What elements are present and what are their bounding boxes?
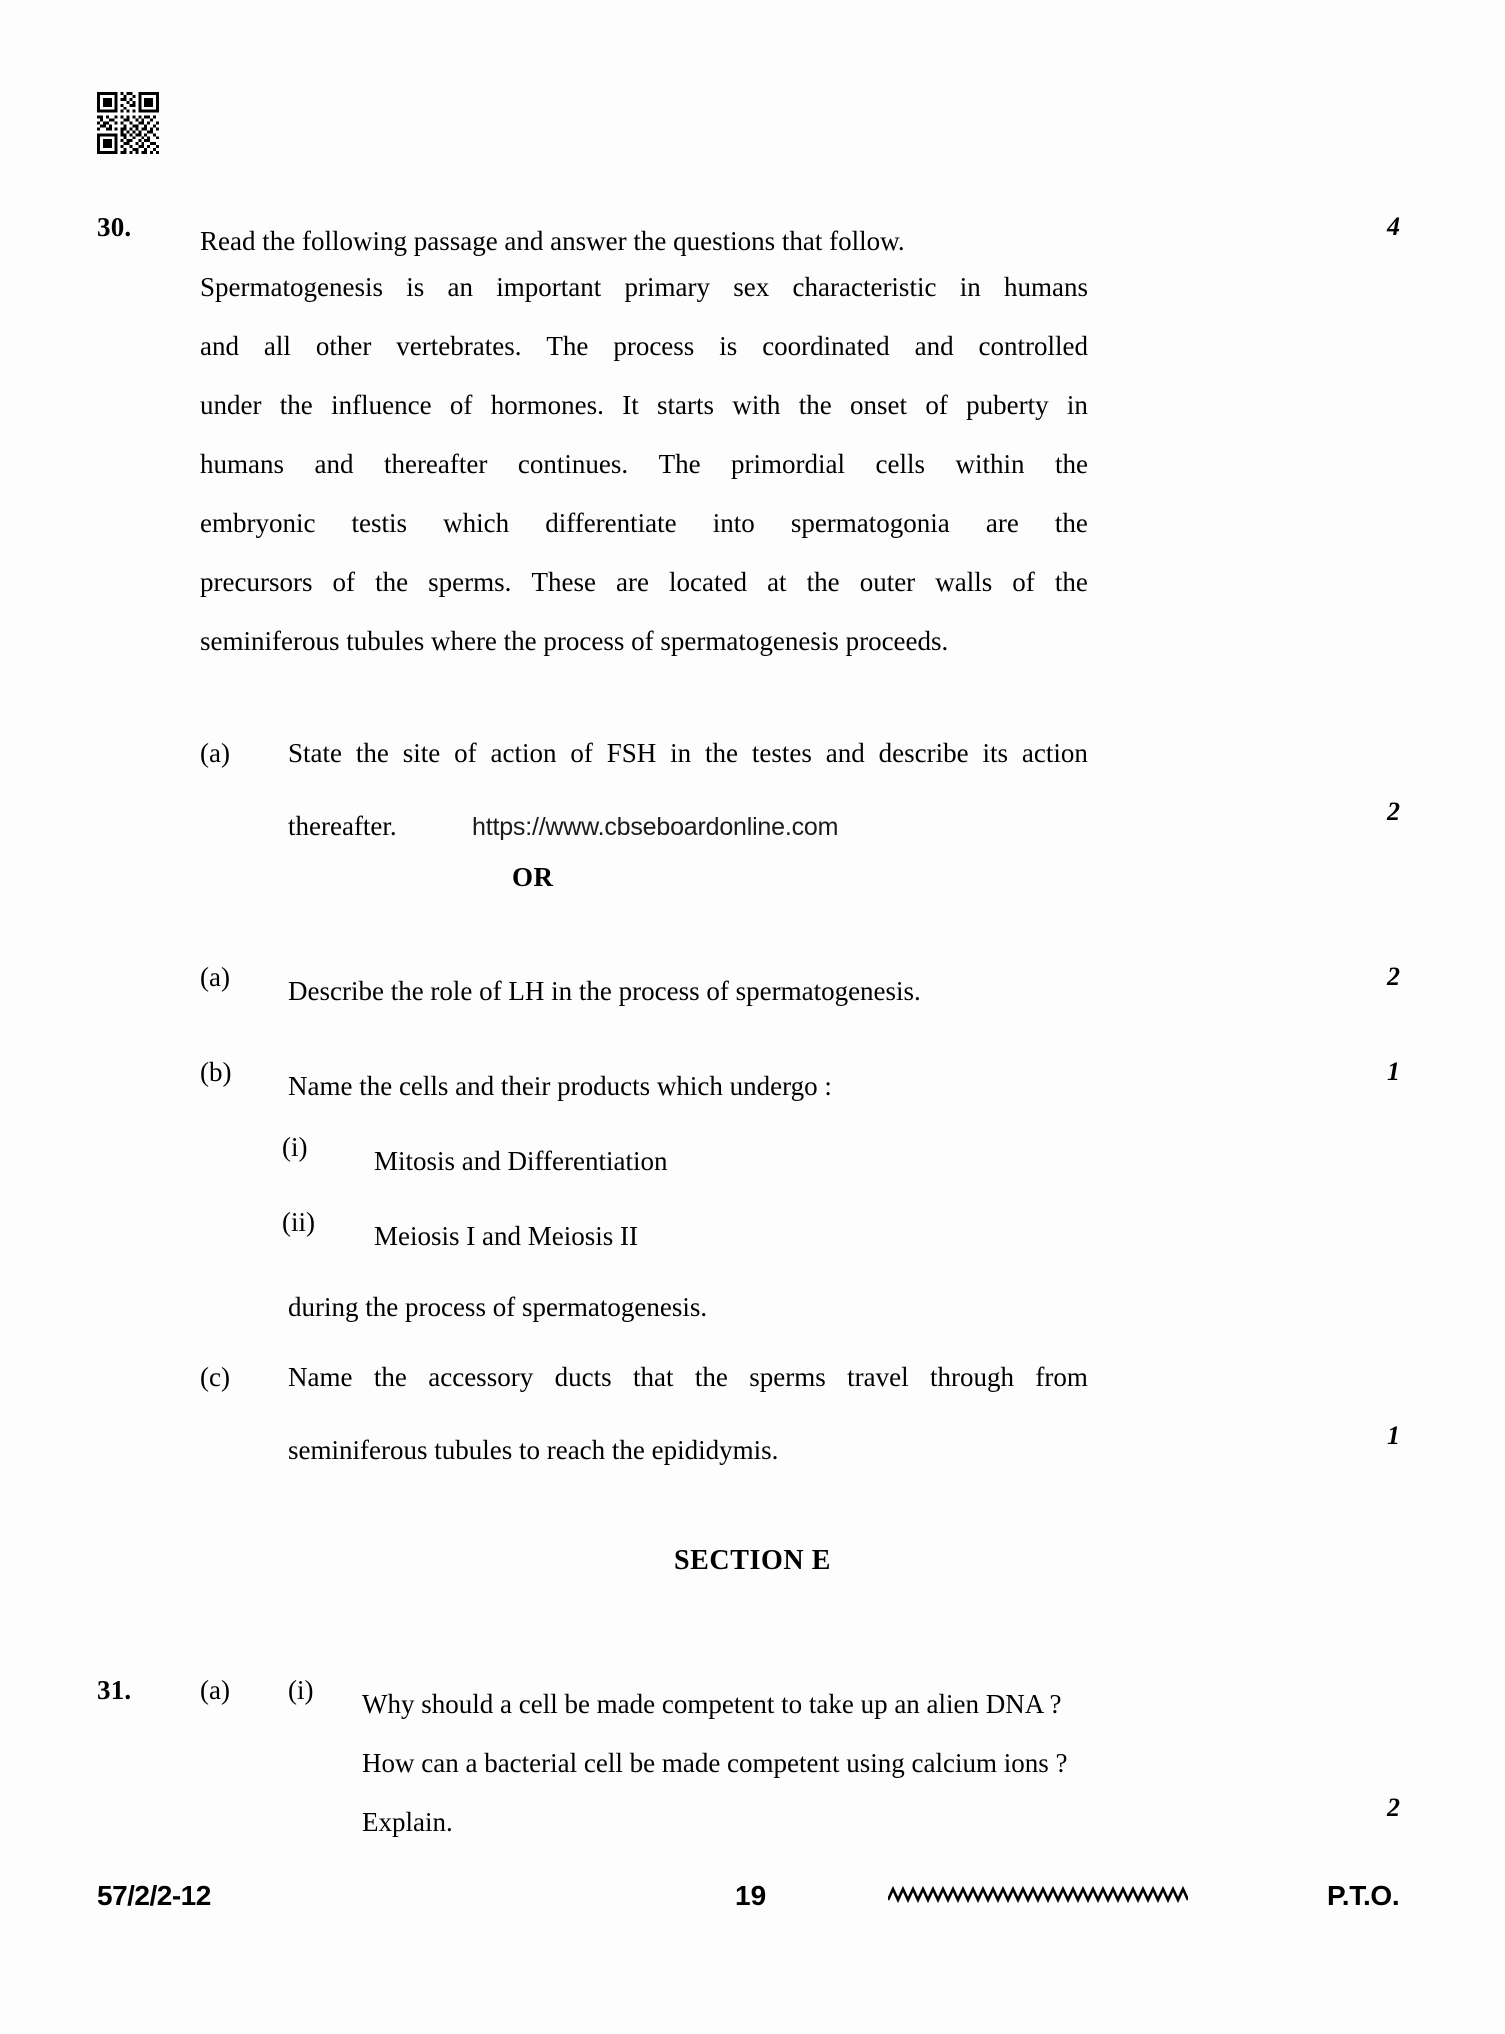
part-c-line-1: Name the accessory ducts that the sperms travel through from	[288, 1362, 1088, 1392]
passage-line-7: seminiferous tubules where the process of spermatogenesis proceeds.	[200, 626, 949, 656]
footer-page-number: 19	[735, 1880, 767, 1911]
part-a2-label: (a)	[200, 962, 230, 992]
qr-code-icon	[97, 92, 159, 154]
part-b-text: Name the cells and their products which undergo :	[288, 1071, 832, 1101]
part-b-sub-i-label: (i)	[282, 1132, 308, 1162]
part-b-sub-ii-label: (ii)	[282, 1207, 315, 1237]
part-a1-marks: 2	[1387, 797, 1400, 826]
part-b-marks: 1	[1387, 1057, 1400, 1086]
watermark-url: https://www.cbseboardonline.com	[472, 813, 839, 841]
part-a2-text: Describe the role of LH in the process of spermatogenesis.	[288, 976, 921, 1006]
question-31-number: 31.	[97, 1675, 132, 1705]
part-b-sub-ii-text: Meiosis I and Meiosis II	[374, 1221, 638, 1251]
question-30-marks: 4	[1387, 212, 1400, 241]
part-b-sub-i-text: Mitosis and Differentiation	[374, 1146, 668, 1176]
question-31-line-1: Why should a cell be made competent to take up an alien DNA ?	[362, 1689, 1062, 1719]
passage-line-6: precursors of the sperms. These are located at the outer walls of the	[200, 567, 1088, 597]
or-divider: OR	[512, 862, 554, 892]
part-b-closing: during the process of spermatogenesis.	[288, 1292, 708, 1322]
passage-line-3: under the influence of hormones. It starts with the onset of puberty in	[200, 390, 1088, 420]
part-c-marks: 1	[1387, 1421, 1400, 1450]
footer-pto: P.T.O.	[1327, 1880, 1400, 1911]
footer-paper-code: 57/2/2-12	[97, 1880, 211, 1911]
question-31-part-label: (a)	[200, 1675, 230, 1705]
part-b-label: (b)	[200, 1057, 232, 1087]
passage-line-4: humans and thereafter continues. The primordial cells within the	[200, 449, 1088, 479]
question-30-number: 30.	[97, 212, 132, 242]
part-a2-marks: 2	[1387, 962, 1400, 991]
question-31-marks: 2	[1387, 1793, 1400, 1822]
question-31-line-2: How can a bacterial cell be made competent using calcium ions ?	[362, 1748, 1068, 1778]
section-e-heading: SECTION E	[673, 1545, 832, 1576]
passage-line-1: Spermatogenesis is an important primary sex characteristic in humans	[200, 272, 1088, 302]
part-c-label: (c)	[200, 1362, 230, 1392]
part-a1-label: (a)	[200, 738, 230, 768]
page-footer	[0, 1880, 1505, 1940]
question-31-line-3: Explain.	[362, 1807, 453, 1837]
squiggle-rule-icon	[888, 1882, 1188, 1908]
part-a1-line-1: State the site of action of FSH in the testes and describe its action	[288, 738, 1088, 768]
passage-line-5: embryonic testis which differentiate into spermatogonia are the	[200, 508, 1088, 538]
question-31-sub-label: (i)	[288, 1675, 314, 1705]
question-30-stem: Read the following passage and answer the questions that follow.	[200, 226, 905, 256]
part-c-line-2: seminiferous tubules to reach the epididymis.	[288, 1435, 779, 1465]
passage-line-2: and all other vertebrates. The process is coordinated and controlled	[200, 331, 1088, 361]
part-a1-line-2: thereafter.	[288, 811, 397, 841]
